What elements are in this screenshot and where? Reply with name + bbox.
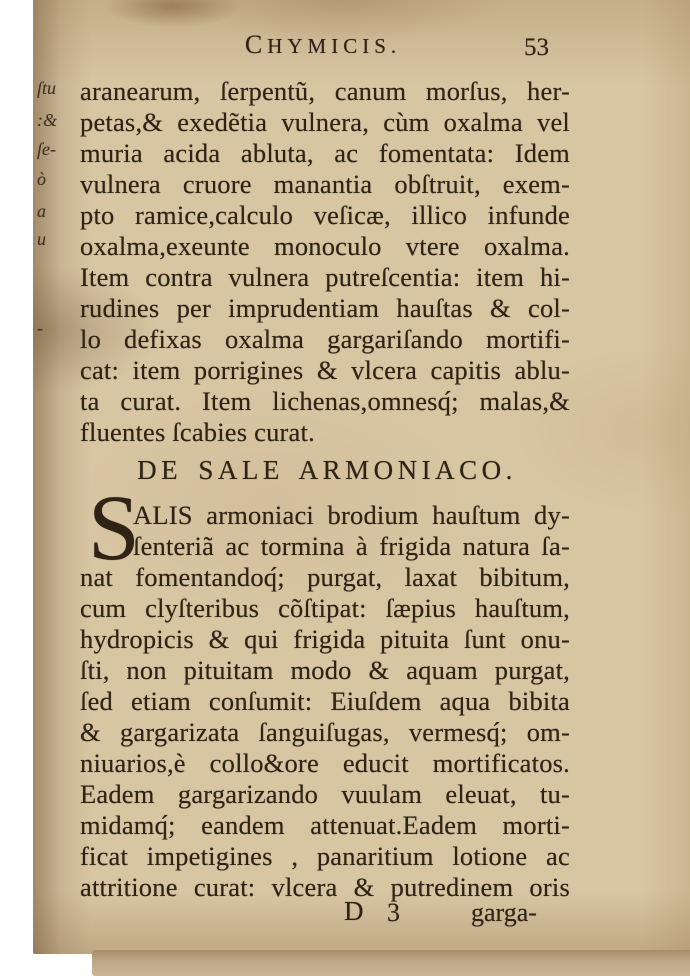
paragraph-line: cat: item porrigines & vlcera capitis ablu- xyxy=(80,355,570,385)
signature-mark: D xyxy=(344,896,364,926)
page-number: 53 xyxy=(524,34,549,61)
catchword: garga- xyxy=(471,898,537,927)
paragraph-line: rudines per imprudentiam hauſtas & col- xyxy=(80,293,570,323)
paragraph-line: aranearum, ſerpentũ, canum morſus, her- xyxy=(80,76,570,106)
paragraph-line: ta curat. Item lichenas,omnesq́; malas,& xyxy=(80,386,570,416)
paragraph-line: muria acida abluta, ac fomentata: Idem xyxy=(80,138,570,168)
paragraph-line: Item contra vulnera putreſcentia: item hi- xyxy=(80,262,570,292)
margin-fragment: :& xyxy=(37,110,57,130)
paragraph-line: petas,& exedẽtia vulnera, cùm oxalma vel xyxy=(80,107,570,137)
paragraph-line: oxalma,exeunte monoculo vtere oxalma. xyxy=(80,231,570,261)
paragraph-line: ſti, non pituitam modo & aquam purgat, xyxy=(80,655,570,685)
paragraph-line: cum clyſteribus cõſtipat: ſæpius hauſtum, xyxy=(80,593,570,623)
paragraph-line: ficat impetigines , panaritium lotione ac xyxy=(80,841,570,871)
paragraph-line: ALIS armoniaci brodium hauſtum dy- xyxy=(133,500,570,530)
paragraph-line: niuarios,è collo&ore educit mortificatos. xyxy=(80,748,570,778)
margin-fragment: a xyxy=(37,201,46,221)
paragraph-line: attritione curat: vlcera & putredinem oris xyxy=(80,872,570,902)
under-pages-edge xyxy=(92,950,690,976)
paragraph-line: lo defixas oxalma gargariſando mortifi- xyxy=(80,324,570,354)
page-scan xyxy=(33,0,690,954)
margin-fragment: ò xyxy=(37,169,46,189)
margin-fragment: ſe- xyxy=(37,139,56,159)
section-heading: DE SALE ARMONIACO. xyxy=(137,455,517,485)
paragraph-line: ſed etiam conſumit: Eiuſdem aqua bibita xyxy=(80,686,570,716)
paragraph-line: ſenteriã ac tormina à frigida natura ſa- xyxy=(133,531,570,561)
margin-fragment: ſtu xyxy=(37,78,57,98)
paragraph-line: nat fomentandoq́; purgat, laxat bibitum, xyxy=(80,562,570,592)
signature-number: 3 xyxy=(387,898,400,927)
paragraph-line: fluentes ſcabies curat. xyxy=(80,417,315,447)
running-title: CHYMICIS. xyxy=(244,30,402,59)
paragraph-line: & gargarizata ſanguiſugas, vermesq́; om- xyxy=(80,717,570,747)
paragraph-line: Eadem gargarizando vuulam eleuat, tu- xyxy=(80,779,570,809)
margin-fragment: u xyxy=(37,229,46,249)
paragraph-line: pto ramice,calculo veſicæ, illico infunde xyxy=(80,200,570,230)
paragraph-line: vulnera cruore manantia obſtruit, exem- xyxy=(80,169,570,199)
margin-fragment: - xyxy=(37,318,43,338)
drop-cap: S xyxy=(88,477,140,580)
paragraph-line: hydropicis & qui frigida pituita ſunt onu- xyxy=(80,624,570,654)
paragraph-line: midamq́; eandem attenuat.Eadem morti- xyxy=(80,810,570,840)
